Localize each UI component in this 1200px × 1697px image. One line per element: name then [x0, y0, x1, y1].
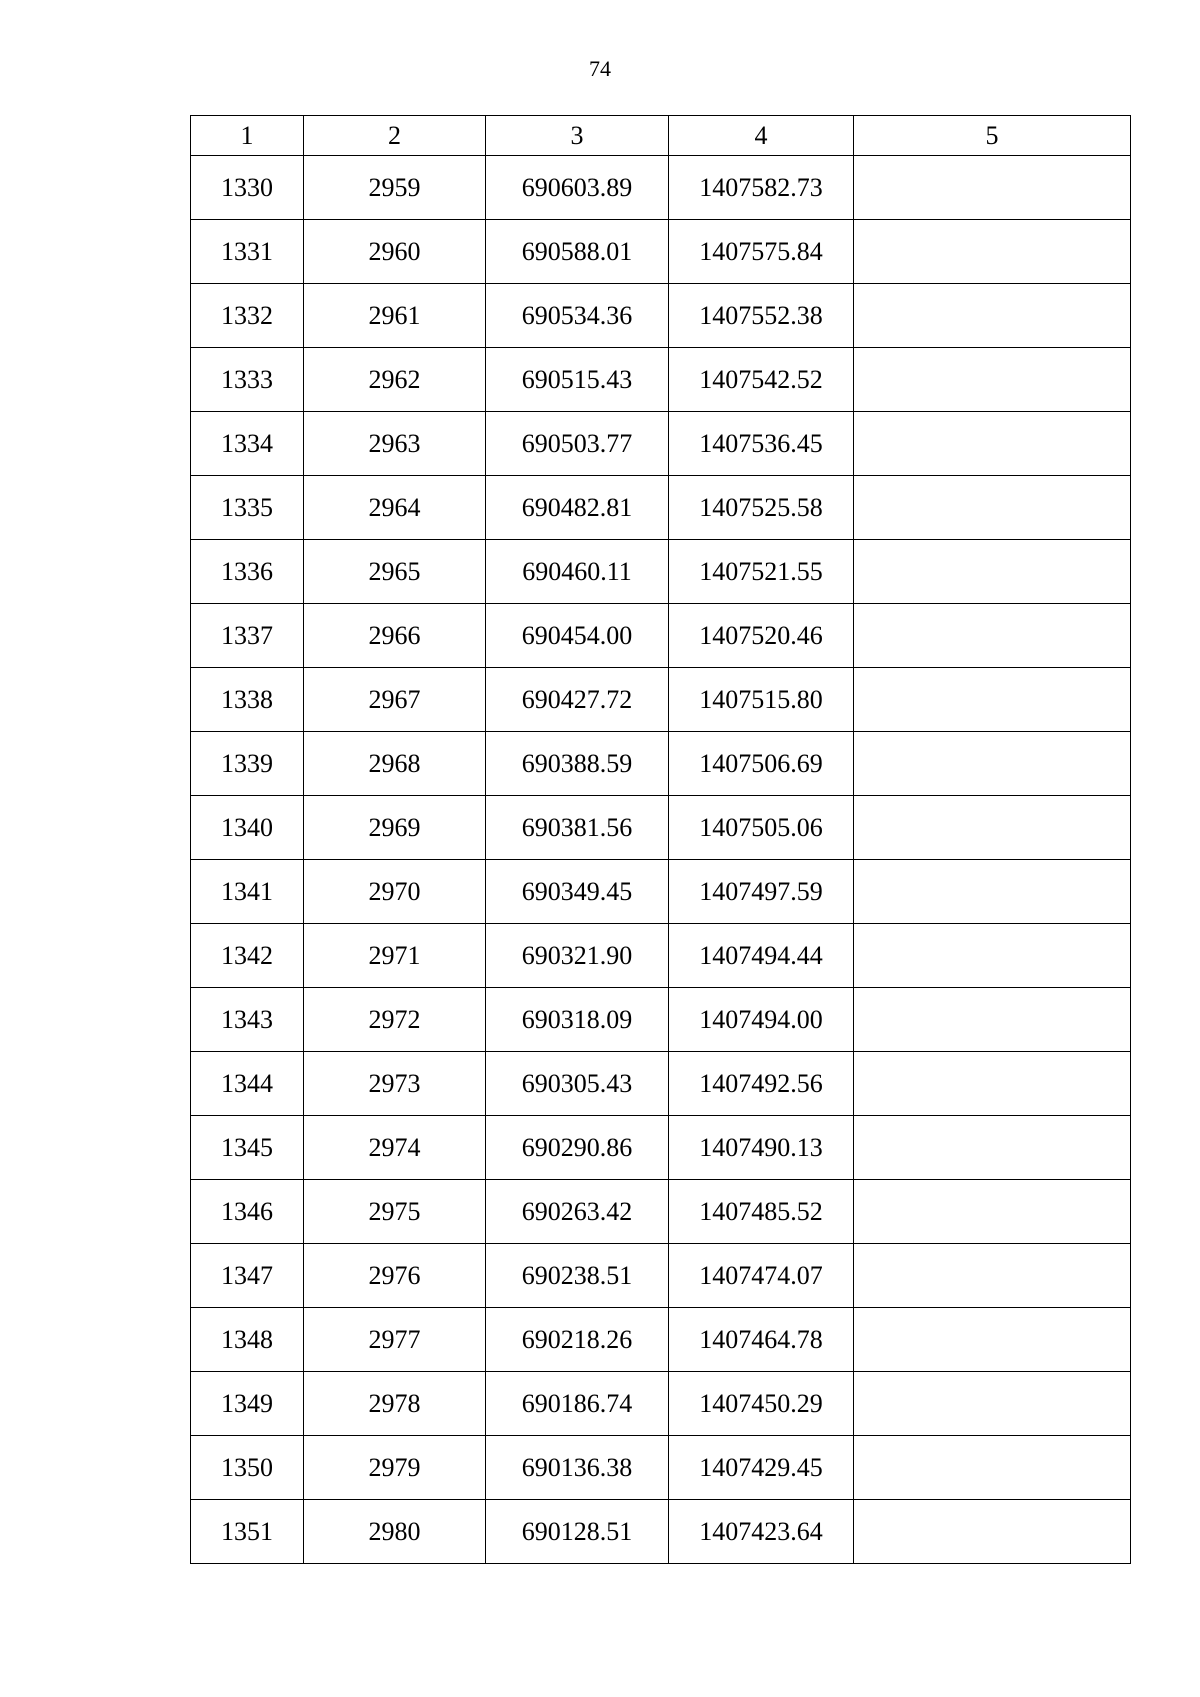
table-cell: 1407575.84 [669, 220, 854, 284]
table-cell: 1407490.13 [669, 1116, 854, 1180]
table-cell: 1407525.58 [669, 476, 854, 540]
table-cell: 690263.42 [486, 1180, 669, 1244]
table-row [191, 156, 1131, 220]
table-cell: 1347 [191, 1244, 304, 1308]
table-cell [854, 1244, 1131, 1308]
table-cell: 1407494.00 [669, 988, 854, 1052]
table-cell: 1351 [191, 1500, 304, 1564]
table-cell: 1407423.64 [669, 1500, 854, 1564]
table-cell: 690318.09 [486, 988, 669, 1052]
table-cell: 1407552.38 [669, 284, 854, 348]
table-row [191, 1308, 1131, 1372]
header-cell: 5 [854, 116, 1131, 156]
table-cell: 2960 [304, 220, 486, 284]
table-cell: 1339 [191, 732, 304, 796]
table-cell: 2959 [304, 156, 486, 220]
table-cell [854, 668, 1131, 732]
table-cell: 690388.59 [486, 732, 669, 796]
table-cell: 1342 [191, 924, 304, 988]
table-cell: 1407521.55 [669, 540, 854, 604]
table-cell: 1407515.80 [669, 668, 854, 732]
table-cell [854, 1500, 1131, 1564]
table-cell [854, 1372, 1131, 1436]
table-cell: 2975 [304, 1180, 486, 1244]
table-cell: 1407497.59 [669, 860, 854, 924]
table-cell: 1335 [191, 476, 304, 540]
page-number: 74 [589, 56, 611, 81]
table-cell: 2974 [304, 1116, 486, 1180]
table-cell: 690238.51 [486, 1244, 669, 1308]
table-cell: 2977 [304, 1308, 486, 1372]
header-cell: 1 [191, 116, 304, 156]
table-cell: 1349 [191, 1372, 304, 1436]
table-cell: 1345 [191, 1116, 304, 1180]
table-cell: 1407492.56 [669, 1052, 854, 1116]
table-cell: 1407506.69 [669, 732, 854, 796]
table-cell: 2978 [304, 1372, 486, 1436]
table-row [191, 412, 1131, 476]
table-cell: 690460.11 [486, 540, 669, 604]
table-cell: 1332 [191, 284, 304, 348]
table-cell: 1338 [191, 668, 304, 732]
table-cell [854, 476, 1131, 540]
table-cell: 1407494.44 [669, 924, 854, 988]
table-row [191, 668, 1131, 732]
table-row [191, 1116, 1131, 1180]
table-cell [854, 156, 1131, 220]
table-row [191, 476, 1131, 540]
table-header [191, 116, 1131, 156]
table-row [191, 1052, 1131, 1116]
table-cell: 1348 [191, 1308, 304, 1372]
table-cell: 690454.00 [486, 604, 669, 668]
table-cell: 690349.45 [486, 860, 669, 924]
table-cell [854, 860, 1131, 924]
table-cell: 1407464.78 [669, 1308, 854, 1372]
table-cell [854, 796, 1131, 860]
table-cell: 1330 [191, 156, 304, 220]
table-cell: 690321.90 [486, 924, 669, 988]
table-cell [854, 988, 1131, 1052]
table-cell [854, 1052, 1131, 1116]
table-row [191, 1436, 1131, 1500]
table-cell: 2962 [304, 348, 486, 412]
table-cell: 2970 [304, 860, 486, 924]
table-cell: 2976 [304, 1244, 486, 1308]
table-cell [854, 1436, 1131, 1500]
table-cell: 1337 [191, 604, 304, 668]
table-row [191, 796, 1131, 860]
table-cell: 1340 [191, 796, 304, 860]
table-row [191, 924, 1131, 988]
header-cell: 3 [486, 116, 669, 156]
table-row [191, 1244, 1131, 1308]
table-cell: 690603.89 [486, 156, 669, 220]
table-cell: 2963 [304, 412, 486, 476]
table-row [191, 284, 1131, 348]
table-cell: 1346 [191, 1180, 304, 1244]
table-cell: 690128.51 [486, 1500, 669, 1564]
table-cell: 690381.56 [486, 796, 669, 860]
table-cell: 690427.72 [486, 668, 669, 732]
table-row [191, 1500, 1131, 1564]
table-row [191, 1372, 1131, 1436]
table-cell: 1407582.73 [669, 156, 854, 220]
table-cell [854, 348, 1131, 412]
table-row [191, 604, 1131, 668]
table-cell: 1344 [191, 1052, 304, 1116]
table-cell: 1333 [191, 348, 304, 412]
table-cell: 1334 [191, 412, 304, 476]
table-cell [854, 1116, 1131, 1180]
table-cell: 2964 [304, 476, 486, 540]
table-cell: 2966 [304, 604, 486, 668]
table-cell: 1407536.45 [669, 412, 854, 476]
table-cell: 2971 [304, 924, 486, 988]
table-cell: 2961 [304, 284, 486, 348]
table-cell: 690588.01 [486, 220, 669, 284]
table-cell [854, 284, 1131, 348]
table-cell [854, 604, 1131, 668]
table-cell: 2980 [304, 1500, 486, 1564]
table-cell: 690482.81 [486, 476, 669, 540]
table-row [191, 860, 1131, 924]
table-cell: 1407450.29 [669, 1372, 854, 1436]
table-cell: 690186.74 [486, 1372, 669, 1436]
table-body [191, 156, 1131, 1564]
table-cell: 1407505.06 [669, 796, 854, 860]
table-cell: 1407520.46 [669, 604, 854, 668]
table-row [191, 348, 1131, 412]
table-cell: 2968 [304, 732, 486, 796]
table-cell: 1331 [191, 220, 304, 284]
header-row [191, 116, 1131, 156]
table-cell [854, 220, 1131, 284]
table-cell: 1407474.07 [669, 1244, 854, 1308]
table-cell [854, 732, 1131, 796]
table-cell: 1343 [191, 988, 304, 1052]
table-cell: 690515.43 [486, 348, 669, 412]
table-cell [854, 1308, 1131, 1372]
table-cell: 2979 [304, 1436, 486, 1500]
coordinates-table [190, 115, 1131, 1564]
table-row [191, 1180, 1131, 1244]
header-cell: 2 [304, 116, 486, 156]
table-cell [854, 924, 1131, 988]
table-cell: 2967 [304, 668, 486, 732]
table-row [191, 988, 1131, 1052]
table-cell [854, 540, 1131, 604]
table-cell: 690218.26 [486, 1308, 669, 1372]
table-cell: 2973 [304, 1052, 486, 1116]
table-cell: 690305.43 [486, 1052, 669, 1116]
table-cell [854, 412, 1131, 476]
table-row [191, 540, 1131, 604]
table-cell: 1407429.45 [669, 1436, 854, 1500]
table-cell: 1336 [191, 540, 304, 604]
table-cell: 690136.38 [486, 1436, 669, 1500]
table-cell: 2969 [304, 796, 486, 860]
table-cell: 1407485.52 [669, 1180, 854, 1244]
table-cell: 690534.36 [486, 284, 669, 348]
table-cell: 1350 [191, 1436, 304, 1500]
table-cell [854, 1180, 1131, 1244]
table-cell: 2965 [304, 540, 486, 604]
table-cell: 690503.77 [486, 412, 669, 476]
table-cell: 1407542.52 [669, 348, 854, 412]
header-cell: 4 [669, 116, 854, 156]
table-row [191, 732, 1131, 796]
table-row [191, 220, 1131, 284]
table-cell: 1341 [191, 860, 304, 924]
table-cell: 2972 [304, 988, 486, 1052]
table-cell: 690290.86 [486, 1116, 669, 1180]
